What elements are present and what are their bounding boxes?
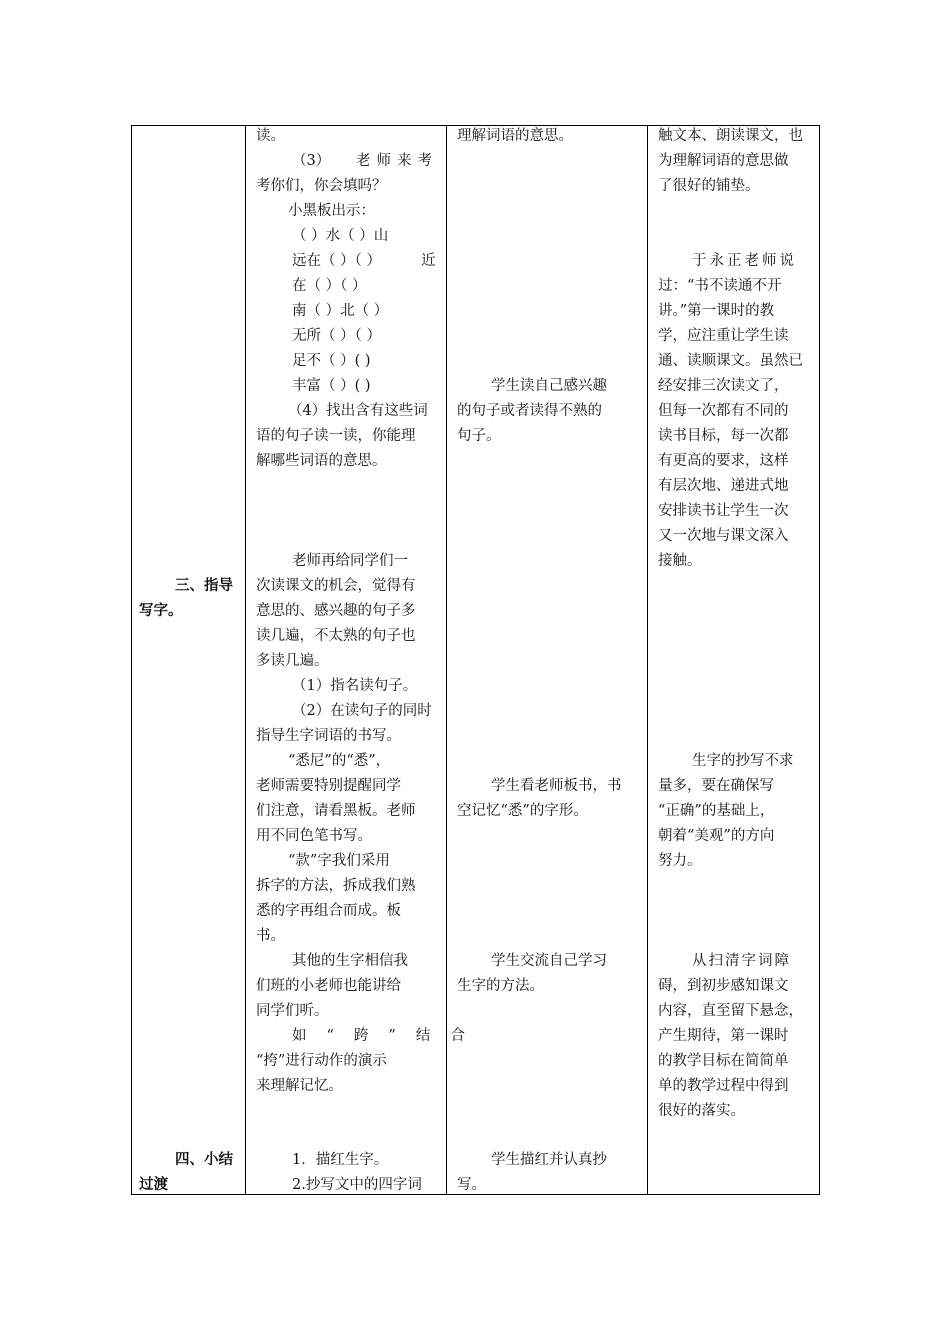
design-line: 努力。 (658, 853, 702, 869)
teacher-line: （1）指名读句子。 (292, 678, 418, 694)
teacher-line: 小黑板出示： (288, 203, 375, 219)
student-line: 句子。 (457, 428, 501, 444)
teacher-line: （4）找出含有这些词 (288, 403, 428, 419)
design-line: 通、读顺课文。虽然已 (658, 353, 803, 369)
teacher-line: 指导生字词语的书写。 (256, 728, 401, 744)
teacher-line: 足不（ ）( ) (292, 353, 371, 369)
teacher-line: 无所（ ）（ ） (292, 328, 381, 344)
design-line: 经安排三次读文了， (658, 378, 789, 394)
design-line: 触文本、朗读课文，也 (658, 128, 803, 144)
column-divider (245, 126, 246, 1194)
teacher-line: 在（ ）（ ） (292, 278, 367, 294)
teacher-line: 们注意，请看黑板。老师 (256, 803, 416, 819)
design-line: 生字的抄写不求 (692, 753, 794, 769)
teacher-line: 其他的生字相信我 (292, 953, 408, 969)
teacher-line: 用不同色笔书写。 (256, 828, 372, 844)
teacher-line: “悉尼”的“悉”， (288, 753, 391, 769)
teacher-line: 读。 (256, 128, 285, 144)
teacher-line: 拆字的方法，拆成我们熟 (256, 878, 416, 894)
design-line: “正确”的基础上， (658, 803, 775, 819)
student-line: 学生看老师板书，书 (491, 778, 622, 794)
student-line: 空记忆“悉”的字形。 (457, 803, 588, 819)
teacher-line: 老师需要特别提醒同学 (256, 778, 401, 794)
teacher-line: 南（ ）北（ ） (292, 303, 389, 319)
student-line: 写。 (457, 1177, 486, 1193)
teacher-line: （2）在读句子的同时 (292, 703, 432, 719)
design-line: 读书目标，每一次都 (658, 428, 789, 444)
teacher-line: 解哪些词语的意思。 (256, 453, 387, 469)
teacher-line: 语的句子读一读，你能理 (256, 428, 416, 444)
student-line: 学生读自己感兴趣 (491, 378, 607, 394)
design-line: 朝着“美观”的方向 (658, 828, 775, 844)
design-line: 很好的落实。 (658, 1103, 745, 1119)
stage-4-line-2: 过渡 (139, 1177, 168, 1193)
teacher-line: 近 (421, 253, 436, 269)
teacher-line: 远在（ ）（ ） (292, 253, 381, 269)
teacher-line: 悉的字再组合而成。板 (256, 903, 401, 919)
teacher-line: 多读几遍。 (256, 653, 329, 669)
design-line: 讲。”第一课时的教 (658, 303, 775, 319)
design-line: 有更高的要求，这样 (658, 453, 789, 469)
teacher-line: 意思的、感兴趣的句子多 (256, 603, 416, 619)
teacher-line: 们班的小老师也能讲给 (256, 978, 401, 994)
design-line: 又一次地与课文深入 (658, 528, 789, 544)
teacher-line: 次读课文的机会，觉得有 (256, 578, 416, 594)
student-line: 生字的方法。 (457, 978, 544, 994)
design-line: 量多，要在确保写 (658, 778, 774, 794)
design-line: 安排读书让学生一次 (658, 503, 789, 519)
design-line: 的教学目标在简简单 (658, 1053, 789, 1069)
column-divider (647, 126, 648, 1194)
design-line: 内容，直至留下悬念， (658, 1003, 803, 1019)
teacher-line: （ ）水（ ）山 (292, 228, 389, 244)
student-line: 学生描红并认真抄 (491, 1152, 607, 1168)
teacher-line: （3） (292, 153, 331, 169)
stage-3-line-2: 写字。 (139, 603, 183, 619)
design-line: 碍，到初步感知课文 (658, 978, 789, 994)
teacher-line: 来理解记忆。 (256, 1078, 343, 1094)
design-line: 于永正老师说 (692, 253, 797, 269)
teacher-line: 如“跨”结合 (292, 1028, 485, 1044)
teacher-line: 丰富（ ）( ) (292, 378, 371, 394)
teacher-line: “款”字我们采用 (288, 853, 390, 869)
teacher-line: 读几遍，不太熟的句子也 (256, 628, 416, 644)
student-line: 学生交流自己学习 (491, 953, 607, 969)
design-line: 有层次地、递进式地 (658, 478, 789, 494)
design-line: 了很好的铺垫。 (658, 178, 760, 194)
design-line: 单的教学过程中得到 (658, 1078, 789, 1094)
design-line: 学，应注重让学生读 (658, 328, 789, 344)
design-line: 但每一次都有不同的 (658, 403, 789, 419)
design-line: 产生期待，第一课时 (658, 1028, 789, 1044)
design-line: 从扫清字词障 (692, 953, 791, 969)
teacher-line: 同学们听。 (256, 1003, 329, 1019)
teacher-line: “挎”进行动作的演示 (256, 1053, 387, 1069)
stage-4-line-1: 四、小结 (175, 1152, 233, 1168)
student-line: 理解词语的意思。 (457, 128, 573, 144)
design-line: 接触。 (658, 553, 702, 569)
design-line: 过：“书不读通不开 (658, 278, 782, 294)
teacher-line: 老师来考 (356, 153, 438, 169)
teacher-line: 2.抄写文中的四字词 (292, 1177, 422, 1193)
student-line: 的句子或者读得不熟的 (457, 403, 602, 419)
teacher-line: 书。 (256, 928, 285, 944)
teacher-line: 考你们，你会填吗？ (256, 178, 387, 194)
stage-3-line-1: 三、指导 (175, 578, 233, 594)
teacher-line: 老师再给同学们一 (292, 553, 408, 569)
teacher-line: 1．描红生字。 (292, 1152, 389, 1168)
lesson-plan-table (131, 125, 820, 1195)
design-line: 为理解词语的意思做 (658, 153, 789, 169)
